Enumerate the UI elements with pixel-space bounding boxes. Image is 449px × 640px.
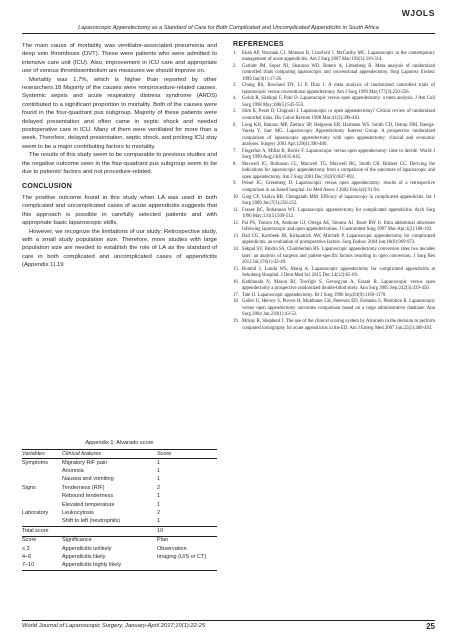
reference-number: 5. (233, 109, 237, 115)
table-header-row (22, 450, 217, 459)
table-row (22, 509, 217, 517)
table-cell: Significance (62, 536, 157, 545)
reference-text: Ball CG, Kortbeek JB, Kirkpatrick AW, Mitchell P. Laparoscopic appendectomy for complicated appendicitis: an evaluation of postoperative factors. Surg Endosc 2004 Jun;18(6):969-973. (242, 233, 435, 246)
reference-text: Fingerhut A, Millat B, Borrie F. Laparoscopic versus open appendectomy: time to decide. World J Surg 1999 Aug;23(8):835-845. (242, 148, 435, 161)
conclusion-heading: CONCLUSION (22, 182, 73, 190)
reference-text: Sakpal SV, Bindra SS, Chamberlain RS. Laparoscopic appendectomy conversion rates two decades later: an analysis of surgeon and patient-specific factors resulting in open conversion. J Surg Res 2012 Jul;176(1):42-49. (242, 246, 435, 266)
reference-number: 15. (233, 266, 239, 272)
reference-item (233, 280, 435, 293)
reference-item (233, 149, 435, 162)
reference-text: Bombil I, Lunda WS, Maraj A. Laparoscopic appendectomy for complicated appendicitis at Sebokeng Hospital. J Dent Med Sci 2015 Dec;14(12):65-69. (242, 266, 435, 279)
table-cell: Elevated temperature (62, 501, 115, 508)
reference-item (233, 83, 435, 96)
table-cell: 1 (157, 459, 161, 466)
reference-number: 4. (233, 96, 237, 102)
reference-text: Guller U, Hervey S, Purves H, Muhlbaier LH, Peterson ED, Eubanks S, Pietrobon R. Laparoscopic versus open appendectomy outcomes comparison based on a large administrative database. Ann Surg 2004 Jan;239(1):43-52. (242, 299, 435, 318)
reference-number: 3. (233, 83, 237, 89)
reference-list (233, 51, 435, 333)
reference-number: 8. (233, 161, 237, 167)
table-cell: 1 (157, 493, 161, 500)
reference-text: Ekah AP, Wozniak CJ, Monson B, Crawford J, McCarthy MC. Laparoscopic in the contemporary management of acute appendicitis. Am J Surg 2007 Mar;193(3):310-314. (242, 50, 435, 63)
table-cell: 7–10 (22, 562, 62, 571)
table-row (22, 501, 217, 509)
reference-number: 11. (233, 207, 239, 213)
reference-item (233, 96, 435, 109)
reference-text: Garg CP, Vaidya BB, Chengalath MM. Efficacy of laparoscopy in complicated appendicitis. Int J Surg 2009 Jun;7(3):250-252. (242, 194, 435, 207)
table-row (22, 493, 217, 501)
page-number: 25 (426, 622, 435, 631)
table-cell: Migratory RIF pain (62, 459, 108, 466)
references-heading: REFERENCES (233, 41, 284, 48)
table-body (22, 459, 217, 571)
reference-number: 17. (233, 292, 239, 298)
reference-text: Tate JJ. Laparoscopic appendectomy. Br J Surg 1996 Sep;83(9):1169-1170. (242, 292, 387, 298)
table-cell (22, 476, 62, 484)
table-cell: 1 (157, 467, 161, 474)
reference-text: Long KH, Bannon MP, Zietlow SP, Helgeson ER, Harmsen WS, Smith CD, Ilstrup DM, Baerga-Varela Y, Sarr MG. Laparoscopic Appendectomy Interest Group. A prospective randomized comparison of laparoscopic appendectomy with open appendectomy: clinical and economic analyses. Surgery 2001 Apr;129(4):390-400. (242, 122, 435, 148)
body-paragraph: Mortality was 1.7%, which is higher than reported by other researchers.18 Majority of the causes were nonprocedure-related causes. Systemic sepsis and acute respiratory distress syndrome (ARDS) contributed to a significant proportion to mortality. Both of the causes were found in the four-quadrant pus subgroup. Majority of these patients were delayed presentation and often came in septic shock and needed postoperative care in ICU. Many of them were ventilated for more than a week. Therefore, delayed presentation, septic shock, and prolong ICU stay seem to be a major contributing factors to mortality. (22, 76, 217, 150)
table-cell: Rebound tenderness (62, 493, 114, 500)
reference-text: Peiser JG, Greenberg D. Laparoscopic versus open appendectomy: results of a retrospective comparison in an Israeli hospital. Isr Med Assoc J 2002 Feb;4(4):91-94. (242, 181, 435, 194)
table-cell: 10 (157, 527, 217, 536)
table-cell: Nausea and vomiting (62, 476, 114, 483)
reference-item (233, 319, 435, 332)
page-footer (22, 620, 435, 631)
reference-item (233, 299, 435, 319)
conclusion-paragraph: The positive outcome found in this study when LA was used in both complicated and uncomplicated cases of acute appendicitis suggests that this approach is possible in carefully selected patients and with appropriate basic laparoscopic skills. (22, 194, 217, 227)
reference-text: Frazee RC, Bohannon WT. Laparoscopic appendectomy for complicated appendicitis. Arch Surg 1996 May;131(5):509-512. (242, 207, 435, 220)
reference-item (233, 195, 435, 208)
reference-text: Golub R, Siddiqui F, Pohl D. Laparoscopic versus open appendectomy: a meta analysis. J Am Coll Surg 1998 May;186(5):545-553. (242, 96, 435, 108)
reference-number: 9. (233, 181, 237, 187)
table-cell: Total score (22, 527, 62, 536)
table-cell: 2 (157, 509, 161, 516)
journal-logo: WJOLS (401, 8, 435, 18)
table-cell: 1 (157, 501, 161, 508)
reference-number: 19. (233, 318, 239, 324)
table-row (22, 459, 217, 468)
reference-item (233, 221, 435, 234)
table-cell: Leukocytosis (62, 509, 94, 516)
conclusion-paragraph: However, we recognize the limitations of our study: Retrospective study, with a small study population size. Therefore, more studies with large population size are needed to establish the role of LA as the standard of care in both complicated and uncomplicated cases of appendicitis (Appendix 1).19 (22, 228, 217, 269)
table-row (22, 527, 217, 536)
reference-item (233, 208, 435, 221)
reference-number: 13. (233, 233, 239, 239)
table-cell (157, 562, 217, 571)
reference-text: Chung RS, Rowland DY, Li P, Diaz J. A meta analysis of randomized controlled trials of laparoscopic versus conventional appendectomy. Am J Surg 1999 Mar;177(3):250-256. (242, 83, 435, 95)
reference-text: Maxwell JG, Robinson CL, Maxwell TG, Maxwell BG, Smith CR, Brinker CC. Deriving the indications for laparoscopic appendectomy from a comparison of the outcomes of laparoscopic and open appendectomy. Am J Surg 2001 Dec;182(6):687-692. (242, 161, 435, 180)
table-cell: Plan (157, 536, 217, 545)
appendix-title: Appendix 1: Alvarado score (85, 440, 154, 446)
table-row (22, 562, 217, 571)
reference-item (233, 267, 435, 280)
table-row (22, 518, 217, 527)
table-cell: Score (22, 536, 62, 545)
table-cell (62, 527, 157, 536)
reference-text: Garbutt JM, Soper NJ, Shannon WD, Botero A, Littenberg B. Meta analysis of randomized controlled trials comparing laparoscopic and conventional appendectomy. Surg Laparosc Endosc 1999 Jan;9(1):17-26. (242, 63, 435, 82)
reference-text: Slim K, Pezet D, Chipponi J. Laparoscopic or open appendectomy? Critical review of randomized controlled trials. Dis Colon Rectum 1998 Mar;41(3):398-403. (242, 109, 435, 122)
table-row (22, 476, 217, 484)
table-cell: 4–6 (22, 553, 32, 560)
reference-number: 12. (233, 220, 239, 226)
reference-item (233, 247, 435, 267)
reference-number: 7. (233, 148, 237, 154)
column-header: Variables (22, 450, 62, 459)
table-cell: Symptoms (22, 459, 48, 466)
table-cell: Imaging (U/S or CT) (157, 553, 207, 560)
reference-number: 16. (233, 279, 239, 285)
reference-number: 2. (233, 63, 237, 69)
reference-item (233, 123, 435, 149)
table-cell: Anorexia (62, 467, 84, 474)
reference-number: 18. (233, 299, 239, 305)
reference-item (233, 162, 435, 182)
reference-item (233, 234, 435, 247)
table-cell: 1 (157, 476, 161, 483)
table-cell: 2 (157, 484, 161, 491)
reference-text: Mckay R, Shepherd J. The use of the clinical scoring system by Alvarado in the decision to perform computed tomography for acute appendicitis in the ED. Am J Emerg Med 2007 Jun;25(5):489-493. (242, 318, 435, 331)
left-column (22, 42, 217, 270)
reference-number: 6. (233, 122, 237, 128)
alvarado-score-table (22, 449, 217, 571)
table-cell: ≤ 3 (22, 545, 30, 552)
body-paragraph: The results of this study seem to be comparable to previous studies and the negative outcome seen in the four-quadrant pus subgroup seem to be due to patients' factors and not procedure-related. (22, 152, 217, 176)
reference-item (233, 109, 435, 122)
table-cell (22, 518, 62, 527)
table-row (22, 467, 217, 475)
table-row (22, 484, 217, 492)
table-cell (22, 467, 62, 475)
table-row (22, 536, 217, 545)
appendix-table (22, 440, 217, 571)
reference-item (233, 64, 435, 84)
body-paragraph: The main cause of morbidity was ventilator-associated pneumonia and deep vein thrombosis (DVT). These were patients who were admitted to intensive care unit (ICU). Also, improvement in ICU care and appropriate use of venous thromboembolism are measures we should improve on. (22, 43, 217, 75)
table-cell: Shift to left (neutrophils) (62, 518, 121, 525)
table-row (22, 545, 217, 553)
reference-number: 14. (233, 246, 239, 252)
table-cell: Signs (22, 484, 36, 491)
table-cell: Tenderness (RIF) (62, 484, 105, 491)
reference-number: 1. (233, 50, 237, 56)
column-header: Clinical features (62, 450, 157, 459)
table-row (22, 553, 217, 561)
table-cell: Appendicitis highly likely (62, 562, 157, 571)
table-cell (22, 493, 62, 501)
table-cell: Laboratory (22, 509, 49, 516)
table-cell: Observation (157, 545, 187, 552)
reference-text: Katkhouda N, Mason RJ, Towfigh S, Gevorgyan A, Essani R. Laparoscopic versus open appendectomy a prospective randomized double-blind study. Ann Surg 2005 Sep;242(3):439-450. (242, 279, 435, 292)
column-header: Score (157, 450, 217, 459)
running-title: Laparoscopic Appendectomy as a Standard of Care for Both Complicated and Uncomplicated Appendicitis in South Africa (22, 25, 435, 34)
reference-item (233, 181, 435, 194)
reference-item (233, 51, 435, 64)
footer-journal-citation: World Journal of Laparoscopic Surgery, January-April 2017;10(1):22-25 (22, 623, 206, 629)
table-cell: Appendicitis likely (62, 553, 106, 560)
right-column (233, 42, 435, 332)
reference-text: Pai PS, Toezen JA, Anthone GJ, Ortega AE, Simons AJ, Beart RW Jr. Intra abdominal abscesses following laparoscopic and open appendectomies. J Gastrointest Surg 1997 Mar-Apr;1(2):188-192. (242, 220, 435, 233)
table-cell: 1 (157, 518, 161, 525)
table-cell (22, 501, 62, 509)
table-cell: Appendicitis unlikely (62, 545, 112, 552)
reference-number: 10. (233, 194, 239, 200)
